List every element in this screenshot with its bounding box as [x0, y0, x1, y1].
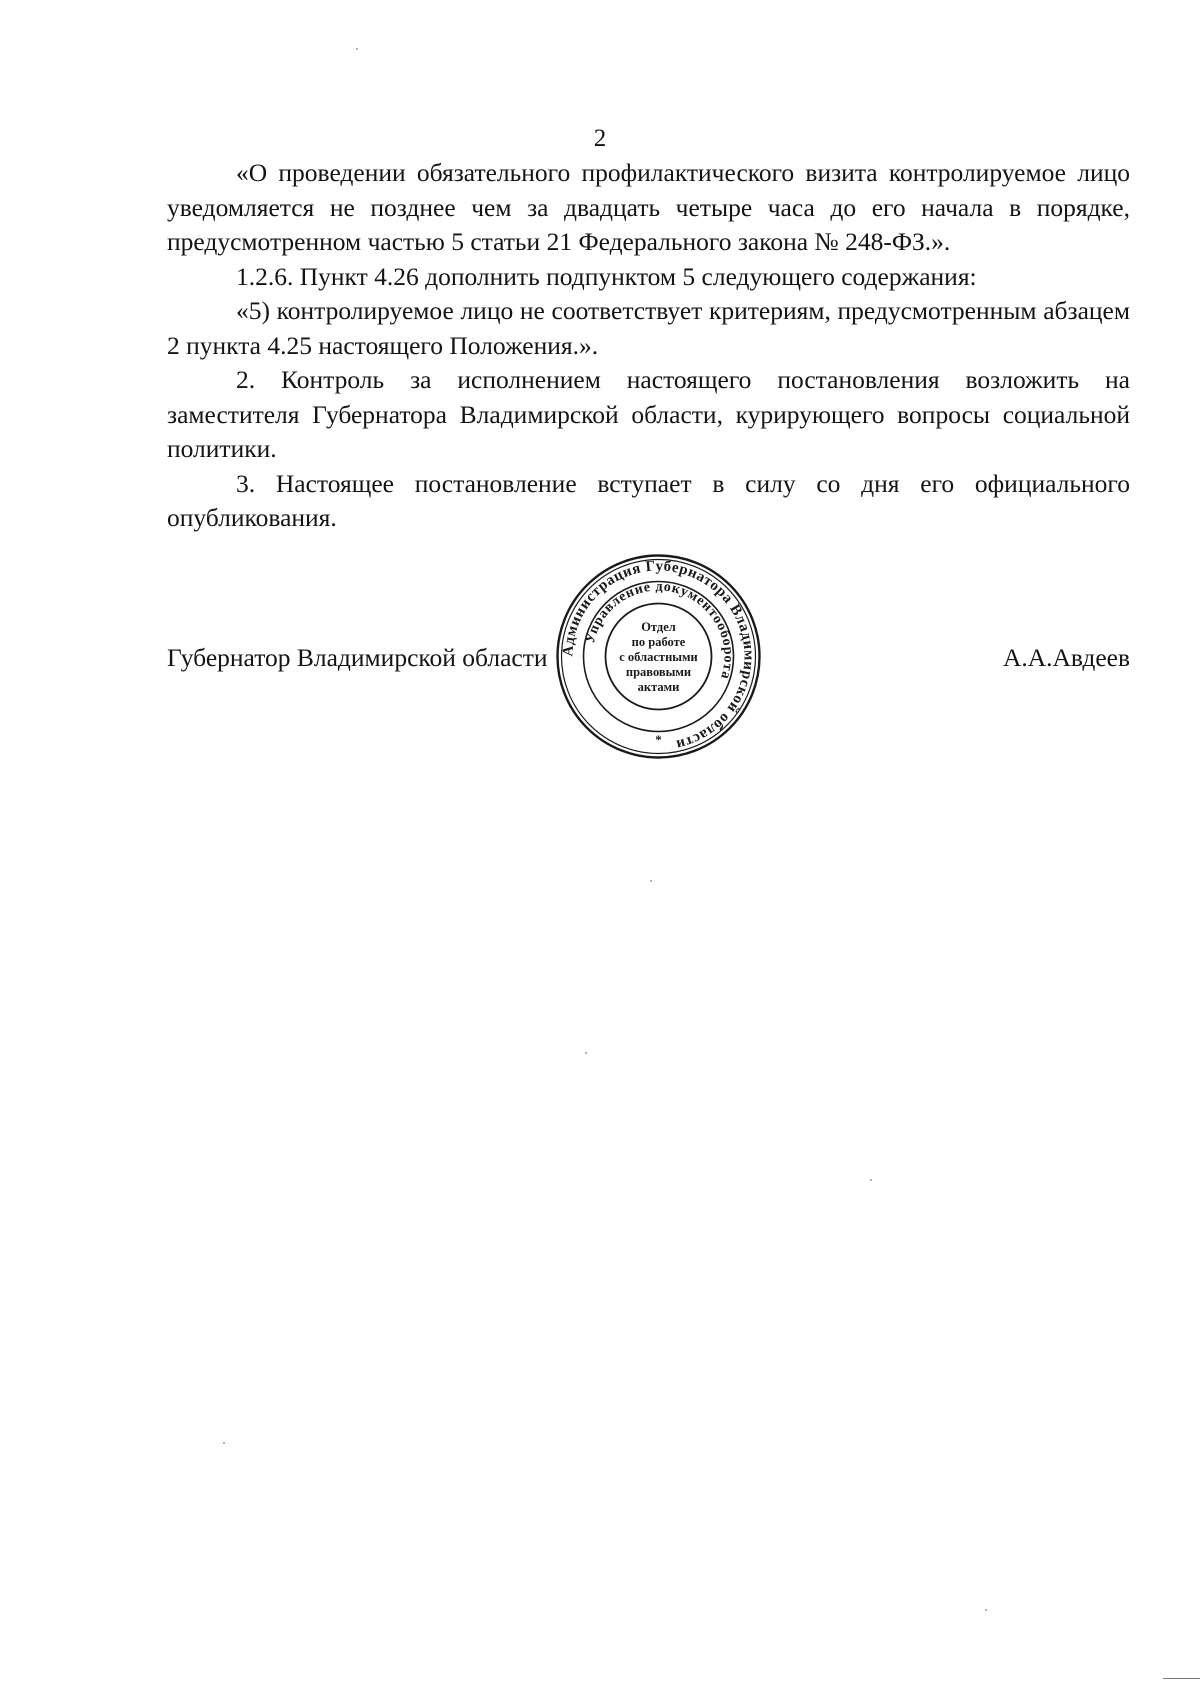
paragraph-entry-into-force: 3. Настоящее постановление вступает в силу со дня его официального опубликования. — [167, 468, 1130, 532]
stamp-star-mark: * — [655, 732, 662, 747]
stamp-center-line: правовыми — [625, 664, 692, 679]
official-stamp — [555, 553, 762, 760]
scan-speck — [870, 1179, 872, 1181]
stamp-center-line: Отдел — [641, 619, 676, 634]
stamp-center-line: с областными — [619, 649, 698, 664]
document-body — [167, 156, 1130, 536]
paragraph-visit-notification: «О проведении обязательного профилактического визита контролируемое лицо уведомляется не позднее чем за двадцать четыре часа до его начала в порядке, предусмотренном частью 5 статьи 21 Федерального закона № 248-ФЗ.». — [167, 158, 1130, 256]
scan-speck — [356, 48, 358, 50]
paragraph-subpoint-5: «5) контролируемое лицо не соответствует критериям, предусмотренным абзацем 2 пункта 4.25 настоящего Положения.». — [167, 296, 1130, 360]
paragraph-control-clause: 2. Контроль за исполнением настоящего постановления возложить на заместителя Губернатора Владимирской области, курирующего вопросы социальной политики. — [167, 365, 1130, 463]
signatory-position: Губернатор Владимирской области — [167, 643, 548, 672]
scan-speck — [585, 1052, 587, 1054]
scan-speck — [985, 1609, 987, 1611]
paragraph-amendment-4-26: 1.2.6. Пункт 4.26 дополнить подпунктом 5 следующего содержания: — [236, 261, 977, 291]
signatory-name: А.А.Авдеев — [1002, 643, 1130, 672]
stamp-inner-ring-text: Управление документооборота — [582, 579, 736, 682]
stamp-outer-ring-text: Администрация Губернатора Владимирской области — [560, 558, 757, 753]
stamp-center-line: по работе — [631, 634, 686, 649]
stamp-center-text — [612, 611, 705, 703]
scan-speck — [650, 880, 652, 882]
page-number: 2 — [593, 125, 607, 152]
stamp-center-line: актами — [637, 679, 680, 694]
scan-edge-line — [1163, 1678, 1200, 1679]
scan-speck — [223, 1442, 225, 1444]
